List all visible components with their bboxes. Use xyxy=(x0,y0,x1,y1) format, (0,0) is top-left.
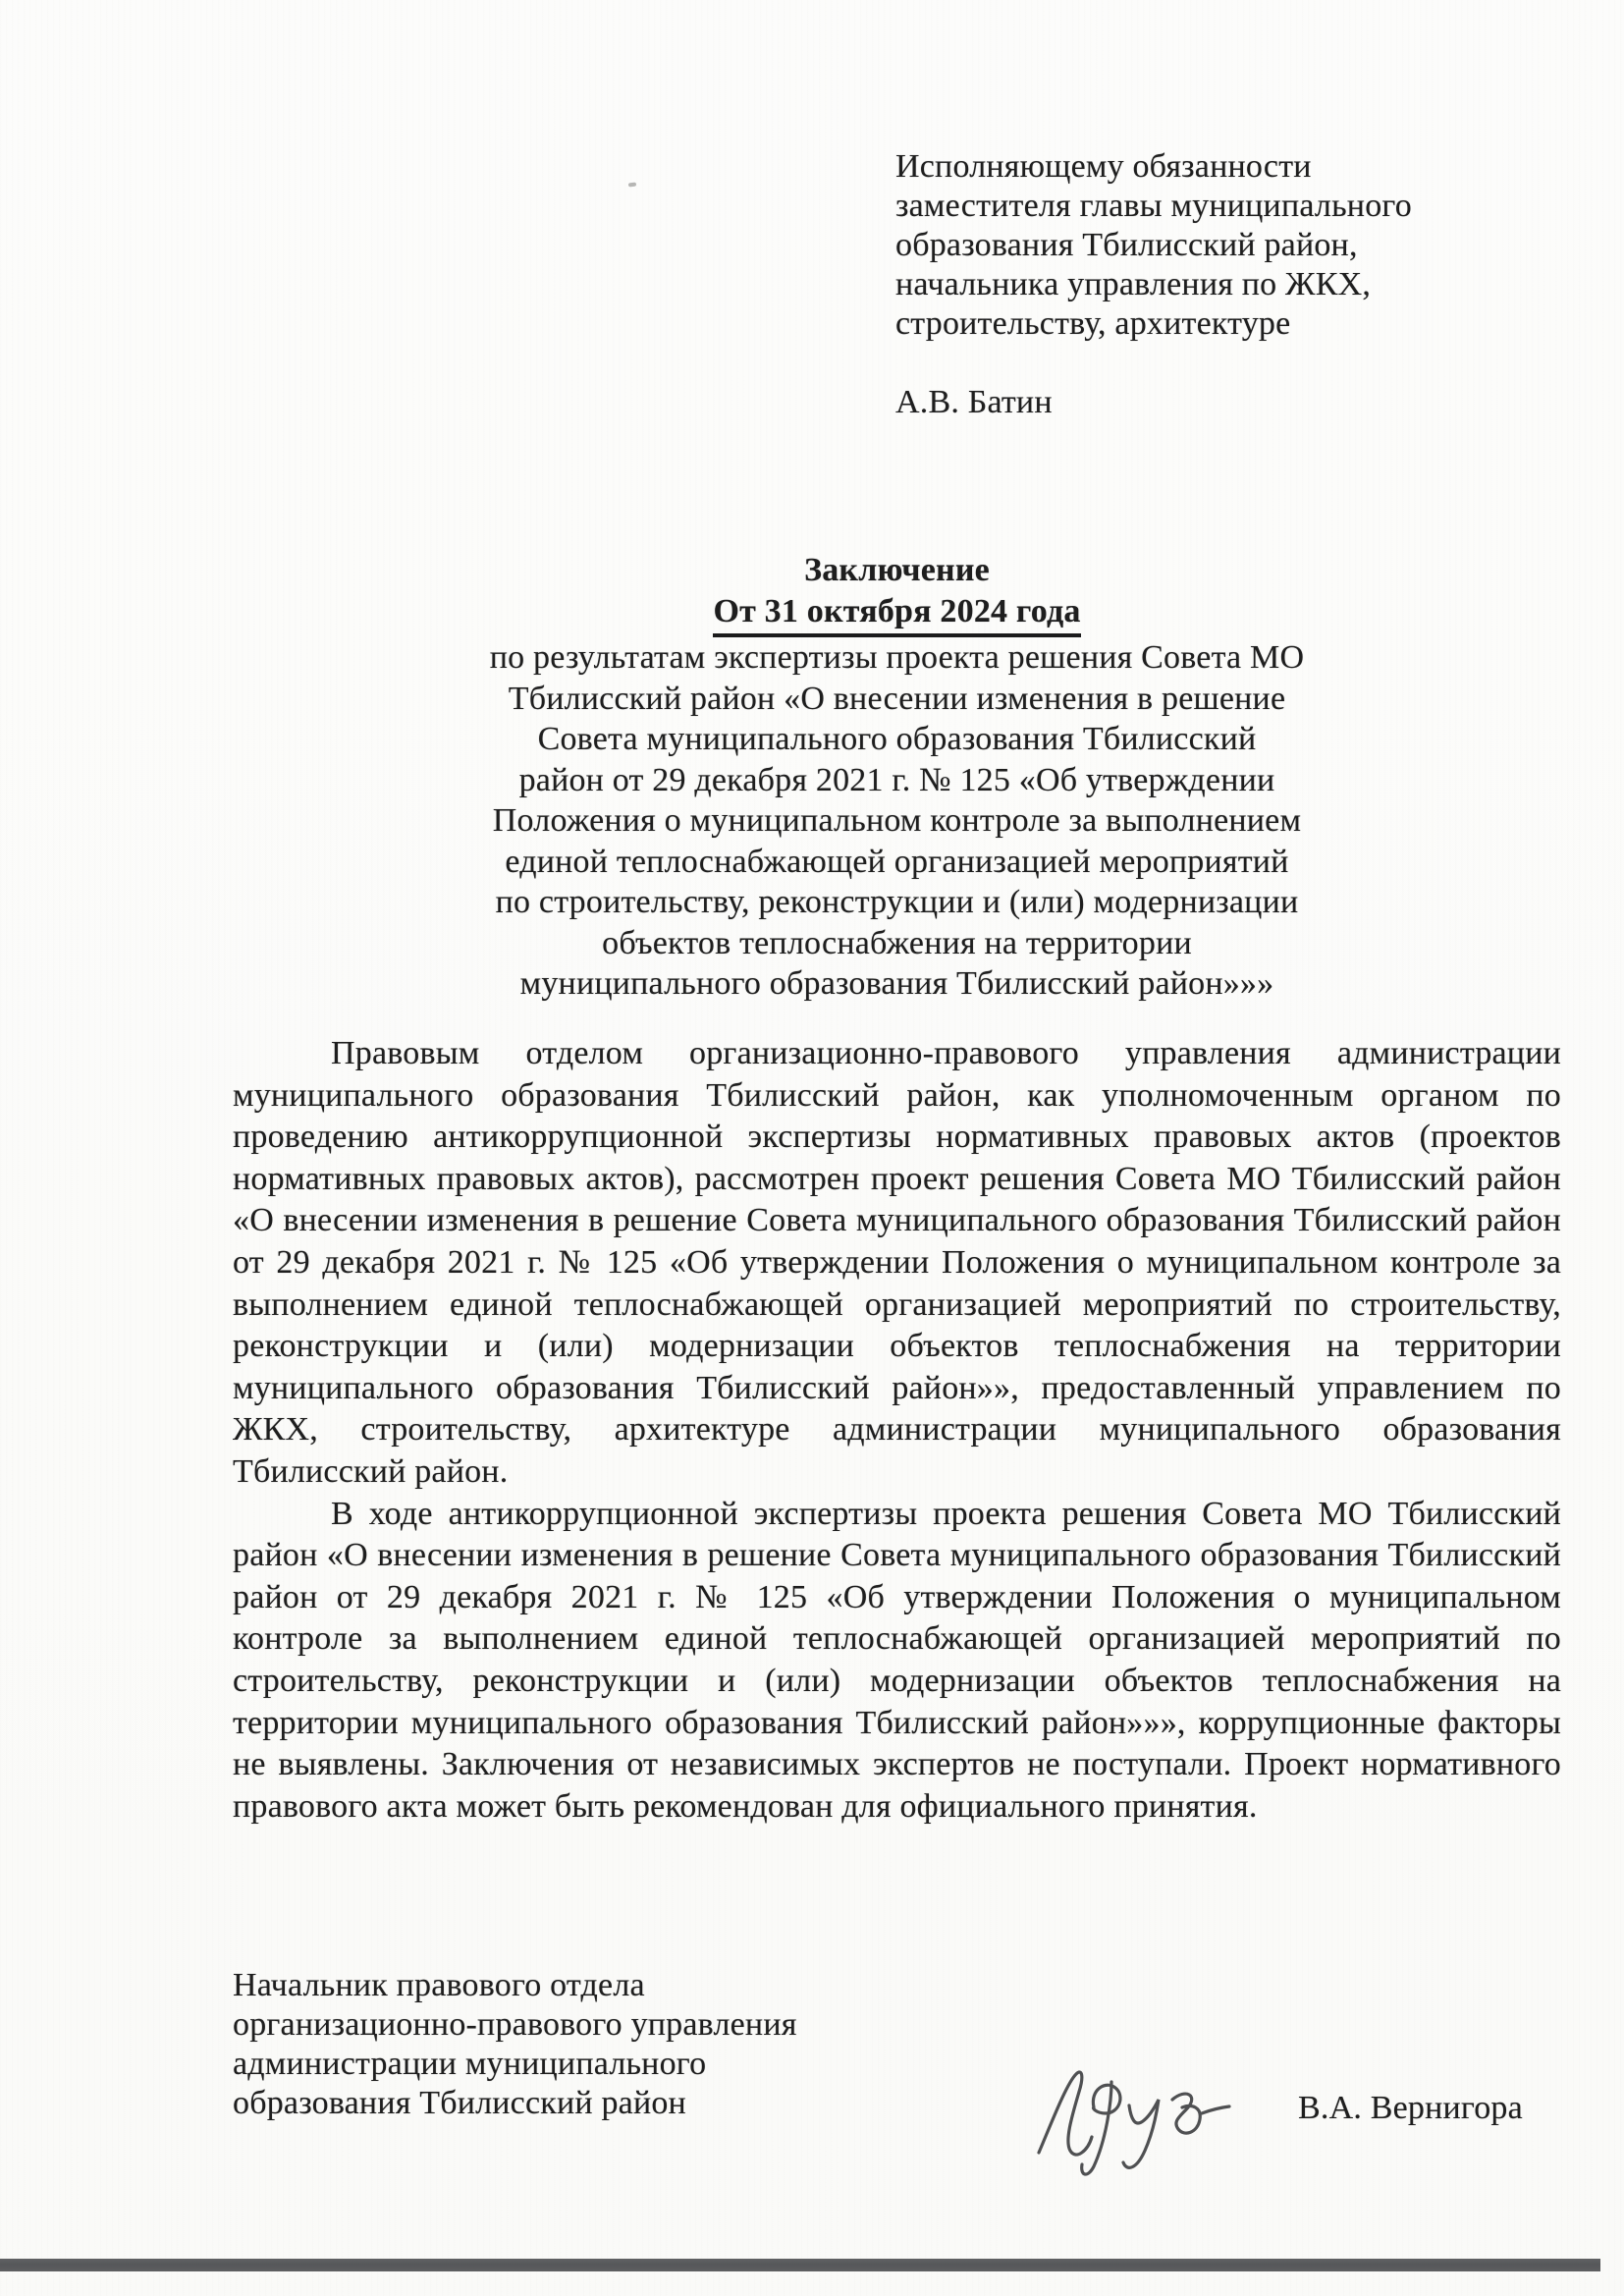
document-body xyxy=(233,1033,1561,1828)
document-title: Заключение xyxy=(804,552,990,588)
title-line: муниципального образования Тбилисский район»»» xyxy=(519,965,1274,1002)
title-line: район от 29 декабря 2021 г. № 125 «Об утверждении xyxy=(518,761,1275,798)
signatory-name: В.А. Вернигора xyxy=(1298,2090,1523,2126)
addressee-line: образования Тбилисский район, xyxy=(895,227,1358,263)
addressee-block xyxy=(895,147,1494,422)
signatory-position-line: администрации муниципального xyxy=(233,2046,707,2082)
title-line: по строительству, реконструкции и (или) модернизации xyxy=(495,884,1299,920)
document-date xyxy=(233,591,1561,638)
signatory-position-line: организационно-правового управления xyxy=(233,2006,797,2043)
addressee-name: А.В. Батин xyxy=(895,384,1053,420)
title-line: объектов теплоснабжения на территории xyxy=(602,924,1192,961)
signatory-position-line: образования Тбилисский район xyxy=(233,2085,686,2121)
body-paragraph-2: В ходе антикоррупционной экспертизы проекта решения Совета МО Тбилисский район «О внесении изменения в решение Совета муниципального образования Тбилисский район от 29 декабря 2021 г. № 125 «Об утверждении Положения о муниципальном контроле за выполнением единой теплоснабжающей организацией мероприятий по строительству, реконструкции и (или) модернизации объектов теплоснабжения на территории муниципального образования Тбилисский район»»», коррупционные факторы не выявлены. Заключения от независимых экспертов не поступали. Проект нормативного правового акта может быть рекомендован для официального принятия. xyxy=(233,1495,1561,1825)
addressee-line: строительству, архитектуре xyxy=(895,305,1291,342)
handwritten-signature-scribble xyxy=(1033,2056,1239,2179)
scan-band-artifact xyxy=(0,2259,1600,2271)
title-line: Совета муниципального образования Тбилисский xyxy=(537,721,1257,757)
addressee-line: начальника управления по ЖКХ, xyxy=(895,266,1372,302)
signatory-position-block xyxy=(233,1966,920,2123)
title-line: единой теплоснабжающей организацией мероприятий xyxy=(505,843,1289,880)
signatory-position-line: Начальник правового отдела xyxy=(233,1967,645,2003)
document-date-underlined-text: От 31 октября 2024 года xyxy=(713,591,1080,638)
title-line: по результатам экспертизы проекта решения Совета МО xyxy=(489,639,1305,676)
title-line: Тбилисский район «О внесении изменения в решение xyxy=(508,680,1286,717)
scan-speck-artifact xyxy=(628,182,636,187)
addressee-line: Исполняющему обязанности xyxy=(895,148,1312,185)
title-line: Положения о муниципальном контроле за выполнением xyxy=(492,802,1302,839)
body-paragraph-1: Правовым отделом организационно-правового управления администрации муниципального образования Тбилисский район, как уполномоченным органом по проведению антикоррупционной экспертизы нормативных правовых актов (проектов нормативных правовых актов), рассмотрен проект решения Совета МО Тбилисский район «О внесении изменения в решение Совета муниципального образования Тбилисский район от 29 декабря 2021 г. № 125 «Об утверждении Положения о муниципальном контроле за выполнением единой теплоснабжающей организацией мероприятий по строительству, реконструкции и (или) модернизации объектов теплоснабжения на территории муниципального образования Тбилисский район»», предоставленный управлением по ЖКХ, строительству, архитектуре администрации муниципального образования Тбилисский район. xyxy=(233,1035,1561,1490)
addressee-line: заместителя главы муниципального xyxy=(895,188,1412,224)
document-title-block xyxy=(233,550,1561,1005)
